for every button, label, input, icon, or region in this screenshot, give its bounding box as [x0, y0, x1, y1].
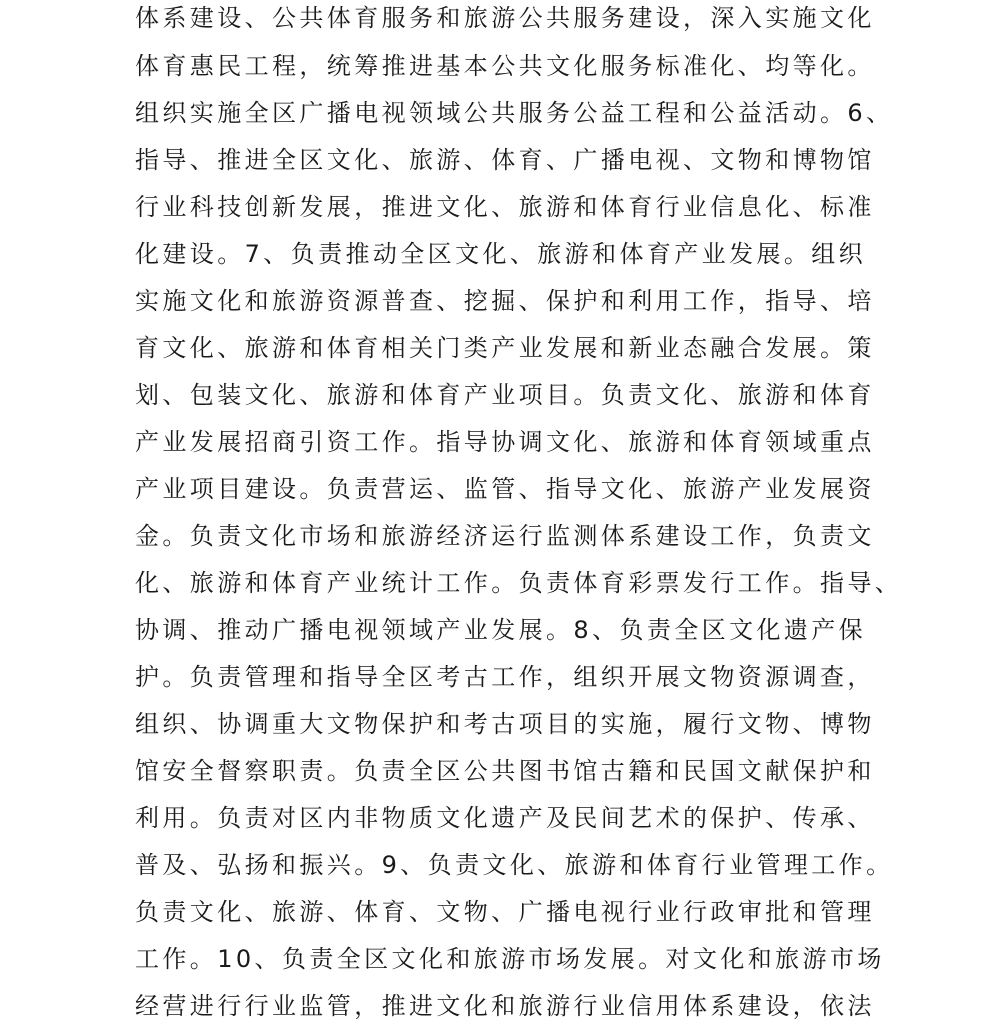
text-line: 负责文化、旅游、体育、文物、广播电视行业行政审批和管理	[135, 898, 875, 926]
text-line: 协调、推动广播电视领域产业发展。8、负责全区文化遗产保	[135, 616, 867, 644]
text-line: 护。负责管理和指导全区考古工作，组织开展文物资源调查，	[135, 663, 875, 691]
text-line: 化、旅游和体育产业统计工作。负责体育彩票发行工作。指导、	[135, 569, 903, 597]
text-line: 金。负责文化市场和旅游经济运行监测体系建设工作，负责文	[135, 522, 875, 550]
text-line: 馆安全督察职责。负责全区公共图书馆古籍和民国文献保护和	[135, 757, 875, 785]
text-line: 化建设。7、负责推动全区文化、旅游和体育产业发展。组织	[135, 240, 867, 268]
text-line: 指导、推进全区文化、旅游、体育、广播电视、文物和博物馆	[135, 146, 875, 174]
text-line: 产业项目建设。负责营运、监管、指导文化、旅游产业发展资	[135, 475, 875, 503]
text-line: 组织、协调重大文物保护和考古项目的实施，履行文物、博物	[135, 710, 875, 738]
text-line: 产业发展招商引资工作。指导协调文化、旅游和体育领域重点	[135, 428, 875, 456]
text-line: 利用。负责对区内非物质文化遗产及民间艺术的保护、传承、	[135, 804, 875, 832]
text-line: 普及、弘扬和振兴。9、负责文化、旅游和体育行业管理工作。	[135, 851, 894, 879]
text-line: 工作。10、负责全区文化和旅游市场发展。对文化和旅游市场	[135, 945, 885, 973]
text-line: 行业科技创新发展，推进文化、旅游和体育行业信息化、标准	[135, 193, 875, 221]
text-line: 实施文化和旅游资源普查、挖掘、保护和利用工作，指导、培	[135, 287, 875, 315]
text-line: 体育惠民工程，统筹推进基本公共文化服务标准化、均等化。	[135, 52, 875, 80]
text-line: 组织实施全区广播电视领域公共服务公益工程和公益活动。6、	[135, 99, 894, 127]
text-line: 经营进行行业监管，推进文化和旅游行业信用体系建设，依法	[135, 992, 875, 1020]
text-line: 育文化、旅游和体育相关门类产业发展和新业态融合发展。策	[135, 334, 875, 362]
text-line: 体系建设、公共体育服务和旅游公共服务建设，深入实施文化	[135, 4, 875, 32]
text-line: 划、包装文化、旅游和体育产业项目。负责文化、旅游和体育	[135, 381, 875, 409]
